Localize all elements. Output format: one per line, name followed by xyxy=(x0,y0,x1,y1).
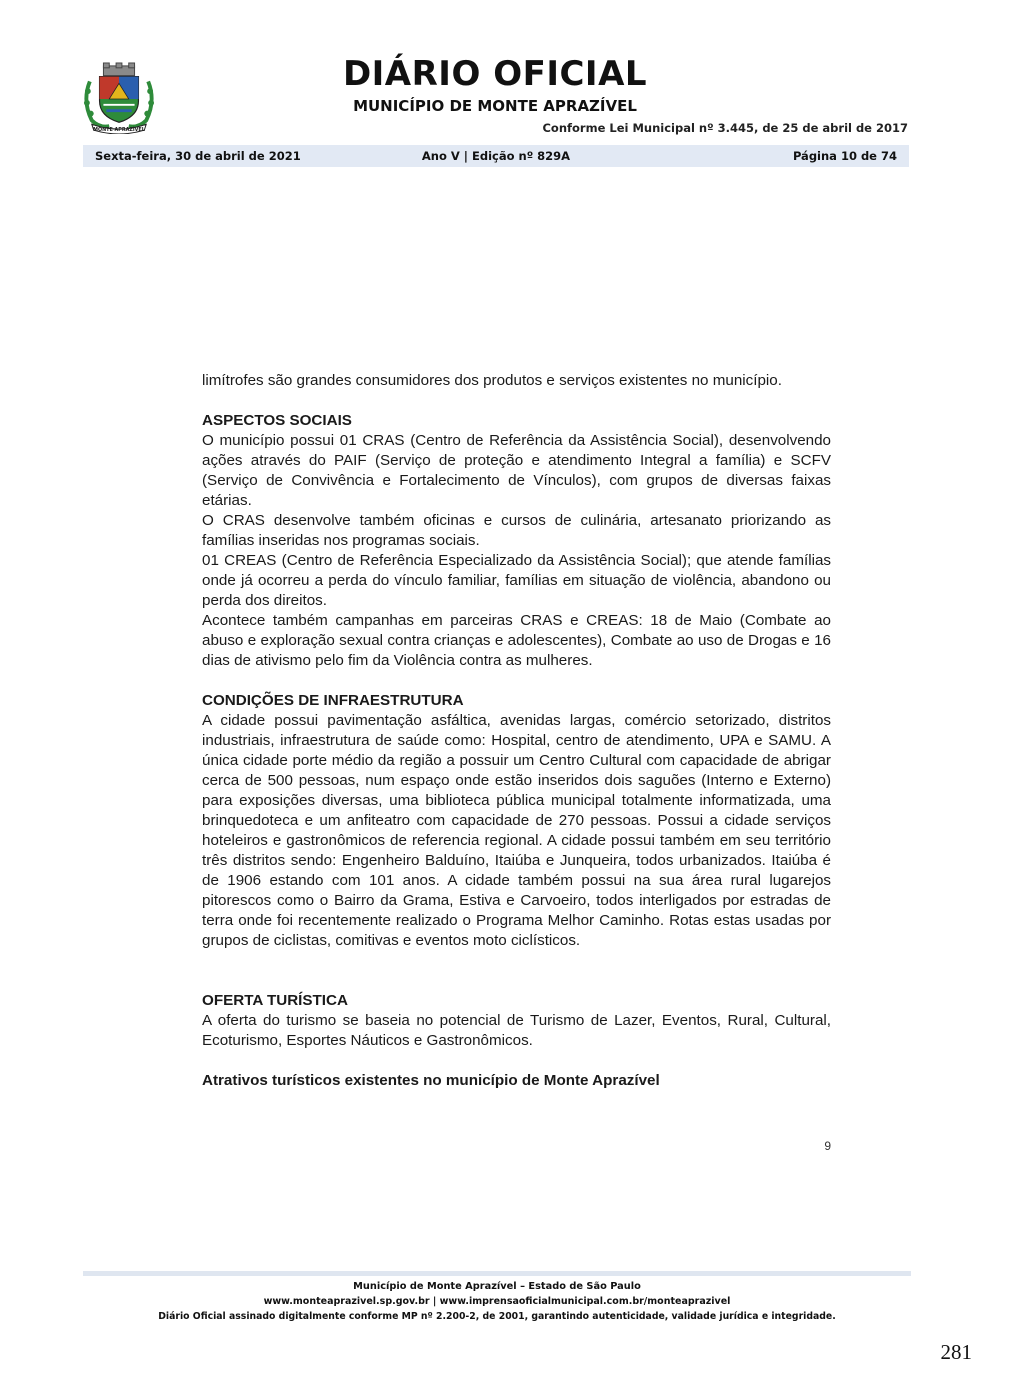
tourism-paragraph: A oferta do turismo se baseia no potencial de Turismo de Lazer, Eventos, Rural, Cultural, Ecoturismo, Esportes Náuticos e Gastronômicos. xyxy=(202,1012,831,1049)
footer-digital-signature-note: Diário Oficial assinado digitalmente conforme MP nº 2.200-2, de 2001, garantindo autenticidade, validade jurídica e integridade. xyxy=(158,1311,836,1322)
social-paragraph-1: O município possui 01 CRAS (Centro de Referência da Assistência Social), desenvolvendo ações através do PAIF (Serviço de proteção e atendimento Integral a família) e SCFV (Serviço de Convivência e Fortalecimento de Vínculos), com grupos de diversas faixas etárias. xyxy=(202,432,831,509)
law-reference: Conforme Lei Municipal nº 3.445, de 25 de abril de 2017 xyxy=(542,121,908,135)
social-paragraph-4: Acontece também campanhas em parceiras CRAS e CREAS: 18 de Maio (Combate ao abuso e exploração sexual contra crianças e adolescentes), Combate ao uso de Drogas e 16 dias de ativismo pelo fim da Violência contra as mulheres. xyxy=(202,612,831,669)
footer-websites: www.monteaprazivel.sp.gov.br | www.imprensaoficialmunicipal.com.br/monteaprazivel xyxy=(263,1296,731,1307)
page-indicator: Página 10 de 74 xyxy=(792,149,897,163)
footer-municipality: Município de Monte Aprazível – Estado de São Paulo xyxy=(353,1281,641,1292)
municipality-name: MUNICÍPIO DE MONTE APRAZÍVEL xyxy=(353,97,637,115)
edition-number: Ano V | Edição nº 829A xyxy=(421,149,571,163)
document-body xyxy=(202,371,831,1091)
edition-info-bar xyxy=(83,145,909,167)
infrastructure-paragraph: A cidade possui pavimentação asfáltica, avenidas largas, comércio setorizado, distritos industriais, infraestrutura de saúde como: Hospital, centro de atendimento, UPA e SAMU. A única cidade porte médio da região a possuir um Centro Cultural com capacidade de abrigar cerca de 500 pessoas, num espaço onde estão inseridos dois saguões (Interno e Externo) para exposições diversas, uma biblioteca pública municipal totalmente informatizada, uma brinquedoteca e um anfiteatro com capacidade de 270 pessoas. Possui a cidade serviços hoteleiros e gastronômicos de referencia regional. A cidade possui também em seu território três distritos sendo: Engenheiro Balduíno, Itaiúba e Junqueira, todos urbanizados. Itaiúba é de 1906 estando com 101 anos. A cidade também possui na sua área rural lugarejos pitorescos como o Bairro da Grama, Estiva e Carvoeiro, todos interligados por estradas de terra onde foi recentemente realizado o Programa Melhor Caminho. Rotas estas usadas por grupos de ciclistas, comitivas e eventos moto ciclísticos. xyxy=(202,712,831,949)
seal-ribbon-text: MONTE APRAZÍVEL xyxy=(93,127,145,134)
document-page-number: 9 xyxy=(824,1139,831,1153)
sheet-stamp-number: 281 xyxy=(940,1340,972,1364)
attractions-heading: Atrativos turísticos existentes no município de Monte Aprazível xyxy=(202,1072,660,1089)
section-heading-infrastructure: CONDIÇÕES DE INFRAESTRUTURA xyxy=(202,692,464,709)
footer-divider xyxy=(83,1271,911,1276)
section-heading-tourism: OFERTA TURÍSTICA xyxy=(202,992,348,1009)
intro-paragraph: limítrofes são grandes consumidores dos produtos e serviços existentes no município. xyxy=(202,372,782,389)
gazette-title: DIÁRIO OFICIAL xyxy=(342,54,648,94)
social-paragraph-3: 01 CREAS (Centro de Referência Especializado da Assistência Social); que atende famílias onde já ocorreu a perda do vínculo familiar, famílias em situação de violência, abandono ou perda dos direitos. xyxy=(202,552,831,609)
coat-of-arms-logo xyxy=(80,62,158,134)
section-heading-social: ASPECTOS SOCIAIS xyxy=(202,412,352,429)
publication-date: Sexta-feira, 30 de abril de 2021 xyxy=(95,149,301,163)
social-paragraph-2: O CRAS desenvolve também oficinas e cursos de culinária, artesanato priorizando as famílias inseridas nos programas sociais. xyxy=(202,512,831,549)
